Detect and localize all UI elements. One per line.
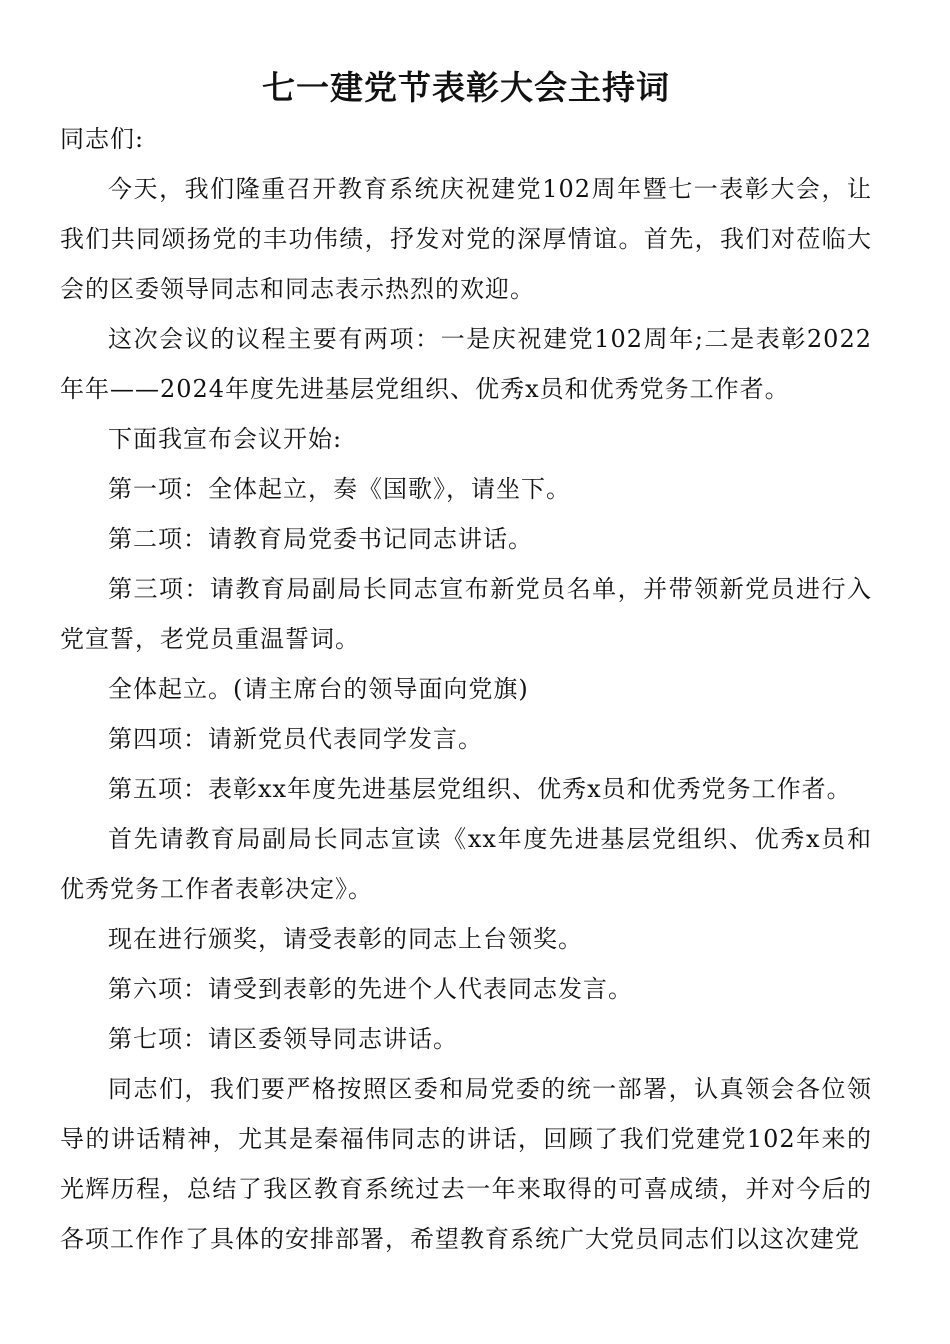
- paragraph-awards: 现在进行颁奖，请受表彰的同志上台领奖。: [108, 925, 583, 953]
- paragraph-opening: 今天，我们隆重召开教育系统庆祝建党102周年暨七一表彰大会，让我们共同颂扬党的丰功伟绩，抒发对党的深厚情谊。首先，我们对莅临大会的区委领导同志和同志表示热烈的欢迎。: [60, 175, 872, 303]
- paragraph-agenda: 这次会议的议程主要有两项：一是庆祝建党102周年;二是表彰2022年年——2024年度先进基层党组织、优秀x员和优秀党务工作者。: [60, 325, 872, 403]
- paragraph-item-6: 第六项：请受到表彰的先进个人代表同志发言。: [108, 975, 633, 1003]
- paragraph-item-4: 第四项：请新党员代表同学发言。: [108, 725, 483, 753]
- paragraph-item-1: 第一项：全体起立，奏《国歌》，请坐下。: [108, 475, 571, 503]
- paragraph-item-5: 第五项：表彰xx年度先进基层党组织、优秀x员和优秀党务工作者。: [108, 775, 852, 803]
- document-body: [60, 114, 872, 1264]
- paragraph-item-2: 第二项：请教育局党委书记同志讲话。: [108, 525, 533, 553]
- document-title: 七一建党节表彰大会主持词: [262, 68, 670, 107]
- paragraph-meeting-start: 下面我宣布会议开始:: [108, 425, 343, 453]
- paragraph-item-3: 第三项：请教育局副局长同志宣布新党员名单，并带领新党员进行入党宣誓，老党员重温誓词。: [60, 575, 872, 653]
- paragraph-decision-reading: 首先请教育局副局长同志宣读《xx年度先进基层党组织、优秀x员和优秀党务工作者表彰决定》。: [60, 825, 872, 903]
- paragraph-item-7: 第七项：请区委领导同志讲话。: [108, 1025, 458, 1053]
- paragraph-closing: 同志们，我们要严格按照区委和局党委的统一部署，认真领会各位领导的讲话精神，尤其是秦福伟同志的讲话，回顾了我们党建党102年来的光辉历程，总结了我区教育系统过去一年来取得的可喜成绩，并对今后的各项工作作了具体的安排部署，希望教育系统广大党员同志们以这次建党: [60, 1075, 872, 1253]
- salutation: 同志们:: [60, 125, 145, 153]
- paragraph-stand-up: 全体起立。(请主席台的领导面向党旗): [108, 675, 529, 703]
